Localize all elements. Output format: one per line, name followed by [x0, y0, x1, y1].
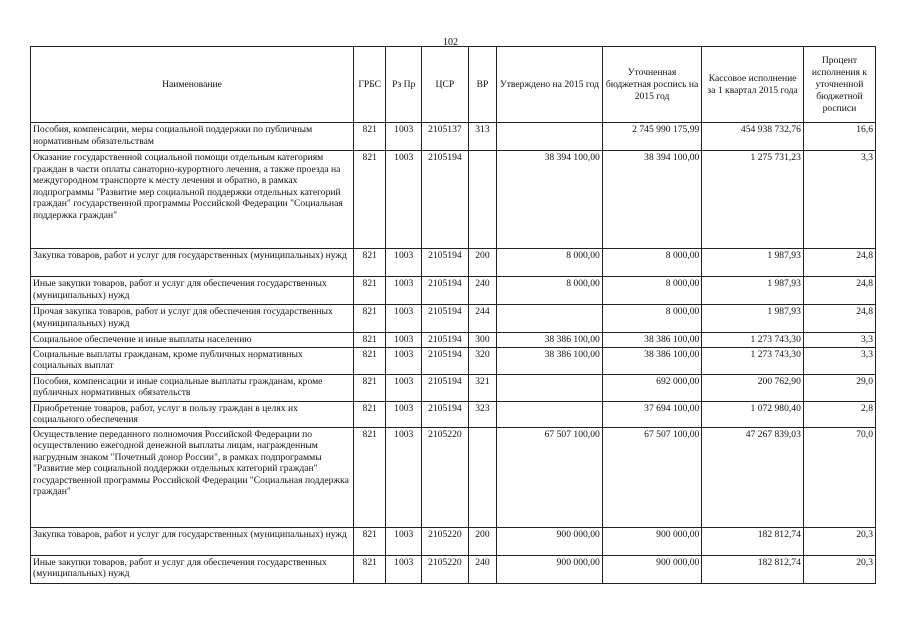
cell-name: Осуществление переданного полномочия Российской Федерации по осуществлению ежегодной денежной выплаты лицам, награжденным нагрудным знаком "Почетный донор России", в рамках подпрограммы "Развитие мер социальной поддержки отдельных категорий граждан" государственной программы Российской Федерации "Социальная поддержка граждан" — [31, 427, 354, 527]
cell-csr: 2105137 — [422, 123, 469, 151]
table-row — [31, 151, 876, 249]
cell-rzpr: 1003 — [386, 333, 422, 348]
cell-name: Приобретение товаров, работ, услуг в пользу граждан в целях их социального обеспечения — [31, 401, 354, 427]
cell-rzpr: 1003 — [386, 277, 422, 305]
cell-approved: 38 386 100,00 — [497, 347, 603, 374]
cell-approved: 67 507 100,00 — [497, 427, 603, 527]
cell-refined: 2 745 990 175,99 — [602, 123, 702, 151]
cell-percent: 2,8 — [803, 401, 875, 427]
cell-refined: 692 000,00 — [602, 374, 702, 401]
cell-name: Социальное обеспечение и иные выплаты населению — [31, 333, 354, 348]
cell-refined: 38 394 100,00 — [602, 151, 702, 249]
cell-cash: 1 273 743,30 — [702, 333, 804, 348]
table-row — [31, 249, 876, 277]
cell-cash: 1 072 980,40 — [702, 401, 804, 427]
cell-percent: 29,0 — [803, 374, 875, 401]
cell-rzpr: 1003 — [386, 249, 422, 277]
cell-grbs: 821 — [353, 374, 386, 401]
budget-table — [30, 46, 876, 584]
cell-approved: 38 386 100,00 — [497, 333, 603, 348]
cell-vr — [468, 427, 496, 527]
table-row — [31, 401, 876, 427]
cell-grbs: 821 — [353, 277, 386, 305]
cell-vr — [468, 151, 496, 249]
cell-vr: 321 — [468, 374, 496, 401]
cell-csr: 2105220 — [422, 555, 469, 583]
cell-csr: 2105220 — [422, 427, 469, 527]
cell-cash: 182 812,74 — [702, 555, 804, 583]
cell-percent: 24,8 — [803, 249, 875, 277]
cell-csr: 2105194 — [422, 277, 469, 305]
cell-refined: 900 000,00 — [602, 527, 702, 555]
cell-rzpr: 1003 — [386, 374, 422, 401]
cell-refined: 38 386 100,00 — [602, 333, 702, 348]
cell-csr: 2105194 — [422, 249, 469, 277]
cell-cash: 1 987,93 — [702, 277, 804, 305]
cell-rzpr: 1003 — [386, 347, 422, 374]
header-cash: Кассовое исполнение за 1 квартал 2015 года — [702, 47, 804, 123]
cell-approved: 38 394 100,00 — [497, 151, 603, 249]
cell-vr: 200 — [468, 527, 496, 555]
cell-grbs: 821 — [353, 249, 386, 277]
header-grbs: ГРБС — [353, 47, 386, 123]
cell-refined: 38 386 100,00 — [602, 347, 702, 374]
cell-rzpr: 1003 — [386, 401, 422, 427]
header-csr: ЦСР — [422, 47, 469, 123]
cell-cash: 200 762,90 — [702, 374, 804, 401]
cell-csr: 2105194 — [422, 333, 469, 348]
cell-name: Социальные выплаты гражданам, кроме публичных нормативных социальных выплат — [31, 347, 354, 374]
cell-cash: 182 812,74 — [702, 527, 804, 555]
cell-percent: 70,0 — [803, 427, 875, 527]
cell-name: Закупка товаров, работ и услуг для государственных (муниципальных) нужд — [31, 249, 354, 277]
cell-csr: 2105194 — [422, 374, 469, 401]
cell-vr: 320 — [468, 347, 496, 374]
cell-grbs: 821 — [353, 427, 386, 527]
header-percent: Процент исполнения к уточненной бюджетной росписи — [803, 47, 875, 123]
cell-percent: 20,3 — [803, 555, 875, 583]
cell-csr: 2105194 — [422, 305, 469, 333]
cell-name: Пособия, компенсации и иные социальные выплаты гражданам, кроме публичных нормативных обязательств — [31, 374, 354, 401]
cell-approved — [497, 305, 603, 333]
cell-grbs: 821 — [353, 151, 386, 249]
cell-name: Пособия, компенсации, меры социальной поддержки по публичным нормативным обязательствам — [31, 123, 354, 151]
cell-name: Оказание государственной социальной помощи отдельным категориям граждан в части оплаты санаторно-курортного лечения, а также проезда на междугородном транспорте к месту лечения и обратно, в рамках подпрограммы "Развитие мер социальной поддержки отдельных категорий граждан" государственной программы Российской Федерации "Социальная поддержка граждан" — [31, 151, 354, 249]
cell-approved — [497, 374, 603, 401]
cell-percent: 24,8 — [803, 277, 875, 305]
cell-rzpr: 1003 — [386, 555, 422, 583]
cell-vr: 240 — [468, 277, 496, 305]
cell-refined: 900 000,00 — [602, 555, 702, 583]
table-row — [31, 277, 876, 305]
cell-approved: 900 000,00 — [497, 555, 603, 583]
header-refined: Уточненная бюджетная роспись на 2015 год — [602, 47, 702, 123]
cell-csr: 2105194 — [422, 151, 469, 249]
cell-approved — [497, 401, 603, 427]
cell-approved: 8 000,00 — [497, 277, 603, 305]
cell-cash: 1 987,93 — [702, 249, 804, 277]
cell-percent: 16,6 — [803, 123, 875, 151]
cell-csr: 2105220 — [422, 527, 469, 555]
header-vr: ВР — [468, 47, 496, 123]
cell-percent: 20,3 — [803, 527, 875, 555]
table-row — [31, 374, 876, 401]
cell-approved — [497, 123, 603, 151]
cell-rzpr: 1003 — [386, 123, 422, 151]
cell-grbs: 821 — [353, 401, 386, 427]
table-row — [31, 123, 876, 151]
cell-rzpr: 1003 — [386, 427, 422, 527]
cell-vr: 300 — [468, 333, 496, 348]
table-body — [31, 123, 876, 584]
cell-name: Прочая закупка товаров, работ и услуг для обеспечения государственных (муниципальных) нужд — [31, 305, 354, 333]
header-row — [31, 47, 876, 123]
header-name: Наименование — [31, 47, 354, 123]
table-row — [31, 347, 876, 374]
cell-percent: 3,3 — [803, 333, 875, 348]
cell-grbs: 821 — [353, 347, 386, 374]
cell-cash: 454 938 732,76 — [702, 123, 804, 151]
cell-vr: 323 — [468, 401, 496, 427]
cell-vr: 244 — [468, 305, 496, 333]
cell-cash: 1 987,93 — [702, 305, 804, 333]
cell-refined: 8 000,00 — [602, 277, 702, 305]
cell-grbs: 821 — [353, 123, 386, 151]
cell-cash: 1 273 743,30 — [702, 347, 804, 374]
cell-rzpr: 1003 — [386, 151, 422, 249]
cell-grbs: 821 — [353, 333, 386, 348]
cell-rzpr: 1003 — [386, 527, 422, 555]
cell-vr: 313 — [468, 123, 496, 151]
cell-name: Иные закупки товаров, работ и услуг для обеспечения государственных (муниципальных) нужд — [31, 555, 354, 583]
table-row — [31, 333, 876, 348]
cell-vr: 240 — [468, 555, 496, 583]
cell-vr: 200 — [468, 249, 496, 277]
cell-refined: 67 507 100,00 — [602, 427, 702, 527]
cell-percent: 24,8 — [803, 305, 875, 333]
table-row — [31, 527, 876, 555]
cell-approved: 8 000,00 — [497, 249, 603, 277]
header-rzpr: Рз Пр — [386, 47, 422, 123]
cell-rzpr: 1003 — [386, 305, 422, 333]
cell-csr: 2105194 — [422, 347, 469, 374]
header-approved: Утверждено на 2015 год — [497, 47, 603, 123]
cell-approved: 900 000,00 — [497, 527, 603, 555]
cell-cash: 47 267 839,03 — [702, 427, 804, 527]
cell-percent: 3,3 — [803, 151, 875, 249]
table-row — [31, 305, 876, 333]
cell-refined: 37 694 100,00 — [602, 401, 702, 427]
table-row — [31, 555, 876, 583]
cell-cash: 1 275 731,23 — [702, 151, 804, 249]
cell-name: Закупка товаров, работ и услуг для государственных (муниципальных) нужд — [31, 527, 354, 555]
cell-name: Иные закупки товаров, работ и услуг для обеспечения государственных (муниципальных) нужд — [31, 277, 354, 305]
cell-grbs: 821 — [353, 305, 386, 333]
cell-refined: 8 000,00 — [602, 249, 702, 277]
cell-percent: 3,3 — [803, 347, 875, 374]
cell-refined: 8 000,00 — [602, 305, 702, 333]
page-number: 102 — [443, 37, 458, 48]
cell-csr: 2105194 — [422, 401, 469, 427]
cell-grbs: 821 — [353, 555, 386, 583]
table-row — [31, 427, 876, 527]
cell-grbs: 821 — [353, 527, 386, 555]
